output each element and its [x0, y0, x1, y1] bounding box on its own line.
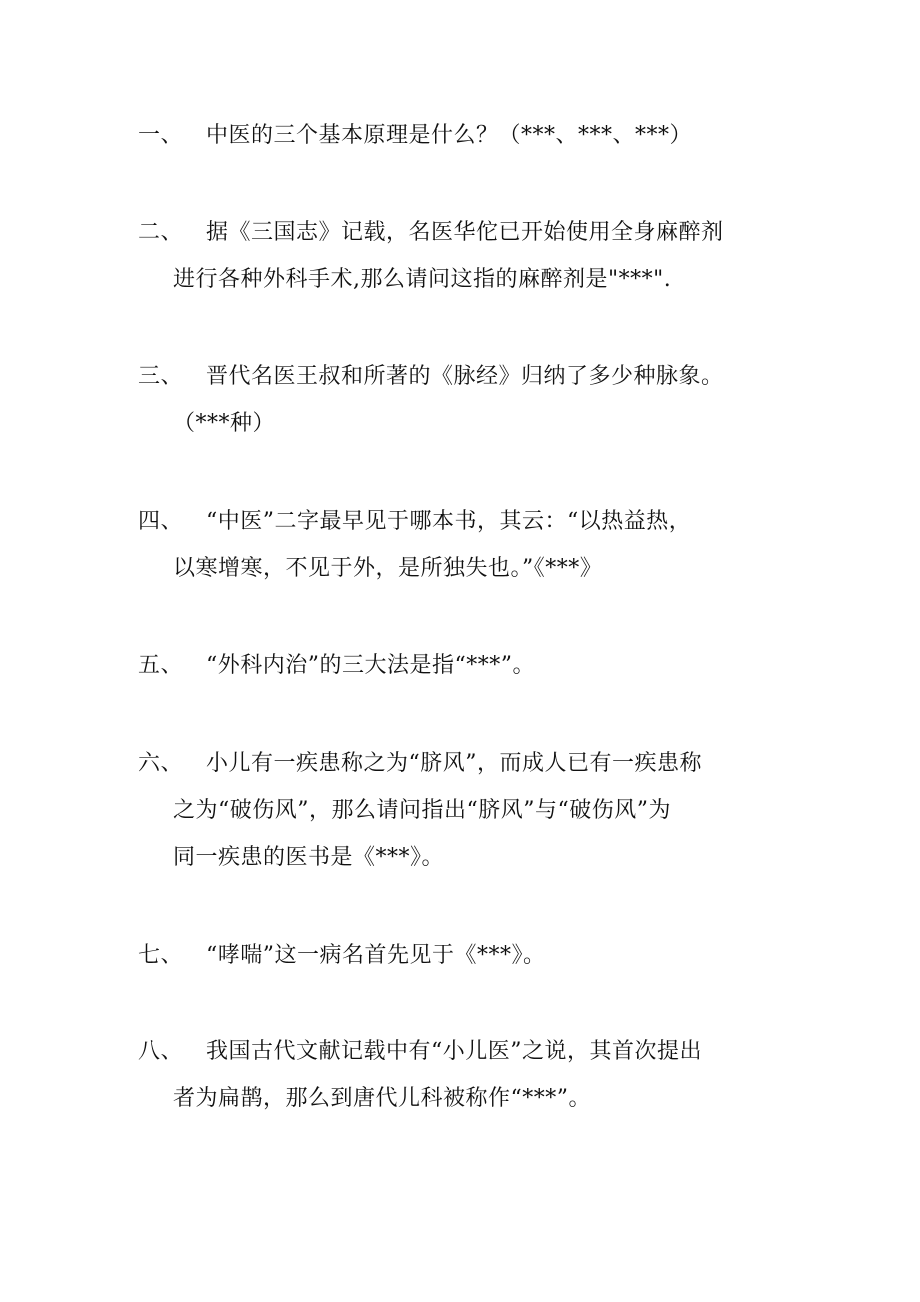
- question-number: 三、: [138, 364, 184, 389]
- question-number: 四、: [138, 509, 184, 534]
- question-text: 我国古代文献记载中有“小儿医”之说，其首次提出: [206, 1039, 702, 1064]
- question-line: [138, 1028, 798, 1075]
- question-text: 小儿有一疾患称之为“脐风”，而成人已有一疾患称: [206, 751, 702, 776]
- question-text: “外科内治”的三大法是指“***”。: [206, 653, 535, 678]
- question-number: 七、: [138, 943, 184, 968]
- question-line: [138, 932, 798, 979]
- question-text: 据《三国志》记载，名医华佗已开始使用全身麻醉剂: [206, 220, 724, 245]
- question-6: [138, 740, 798, 881]
- question-text: “哮喘”这一病名首先见于《***》。: [206, 943, 546, 968]
- question-4: [138, 498, 798, 592]
- question-line-continued: 同一疾患的医书是《***》。: [173, 845, 445, 870]
- question-8: [138, 1028, 798, 1122]
- question-line: [138, 498, 798, 545]
- question-2: [138, 209, 798, 303]
- question-line-continued: 之为“破伤风”，那么请问指出“脐风”与“破伤风”为: [173, 798, 671, 823]
- question-number: 二、: [138, 220, 184, 245]
- question-line: [138, 740, 798, 787]
- question-text: “中医”二字最早见于哪本书，其云：“以热益热，: [206, 509, 692, 534]
- question-line-continued: （***种）: [173, 411, 276, 436]
- question-text: 中医的三个基本原理是什么？（***、***、***）: [206, 123, 693, 148]
- question-number: 一、: [138, 123, 184, 148]
- question-number: 六、: [138, 751, 184, 776]
- question-line: [138, 209, 798, 256]
- question-number: 八、: [138, 1039, 184, 1064]
- question-line-continued: 进行各种外科手术,那么请问这指的麻醉剂是"***".: [173, 267, 672, 292]
- question-3: [138, 353, 798, 447]
- question-number: 五、: [138, 653, 184, 678]
- question-1: [138, 112, 798, 159]
- question-line: [138, 642, 798, 689]
- question-line-continued: 者为扁鹊，那么到唐代儿科被称作“***”。: [173, 1086, 591, 1111]
- question-text: 晋代名医王叔和所著的《脉经》归纳了多少种脉象。: [206, 364, 724, 389]
- question-7: [138, 932, 798, 979]
- question-5: [138, 642, 798, 689]
- question-line: [138, 112, 798, 159]
- question-line: [138, 353, 798, 400]
- question-line-continued: 以寒增寒，不见于外，是所独失也。”《***》: [173, 556, 603, 581]
